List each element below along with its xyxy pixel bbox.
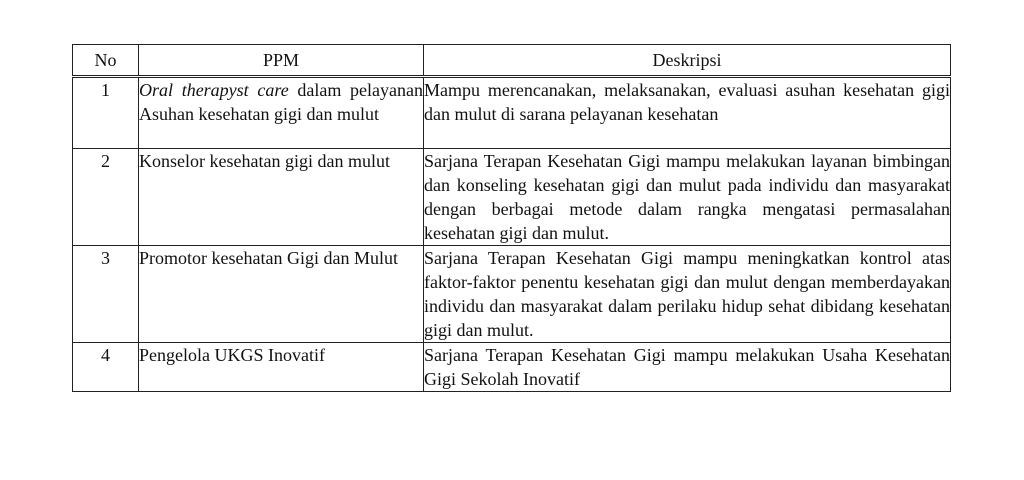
table-row xyxy=(73,77,951,149)
description-cell: Sarjana Terapan Kesehatan Gigi mampu melakukan layanan bimbingan dan konseling kesehatan gigi dan mulut pada individu dan masyarakat dengan berbagai metode dalam rangka mengatasi permasalahan kesehatan gigi dan mulut. xyxy=(424,149,951,246)
ppm-text: dalam pelayanan Asuhan kesehatan gigi dan mulut xyxy=(139,80,423,124)
row-number: 2 xyxy=(73,149,139,246)
table-header-row xyxy=(73,45,951,77)
ppm-cell: Promotor kesehatan Gigi dan Mulut xyxy=(139,246,424,343)
header-no: No xyxy=(73,45,139,77)
row-number: 4 xyxy=(73,343,139,392)
table-row xyxy=(73,149,951,246)
table-row xyxy=(73,343,951,392)
row-number: 3 xyxy=(73,246,139,343)
ppm-table xyxy=(72,44,951,392)
ppm-cell: Pengelola UKGS Inovatif xyxy=(139,343,424,392)
header-deskripsi: Deskripsi xyxy=(424,45,951,77)
row-number: 1 xyxy=(73,77,139,149)
ppm-cell xyxy=(139,77,424,149)
description-cell: Sarjana Terapan Kesehatan Gigi mampu melakukan Usaha Kesehatan Gigi Sekolah Inovatif xyxy=(424,343,951,392)
ppm-italic-text: Oral therapyst care xyxy=(139,80,289,100)
table-row xyxy=(73,246,951,343)
description-cell: Sarjana Terapan Kesehatan Gigi mampu meningkatkan kontrol atas faktor-faktor penentu kesehatan gigi dan mulut dengan memberdayakan individu dan masyarakat dalam perilaku hidup sehat dibidang kesehatan gigi dan mulut. xyxy=(424,246,951,343)
header-ppm: PPM xyxy=(139,45,424,77)
description-cell: Mampu merencanakan, melaksanakan, evaluasi asuhan kesehatan gigi dan mulut di sarana pelayanan kesehatan xyxy=(424,77,951,149)
ppm-cell: Konselor kesehatan gigi dan mulut xyxy=(139,149,424,246)
